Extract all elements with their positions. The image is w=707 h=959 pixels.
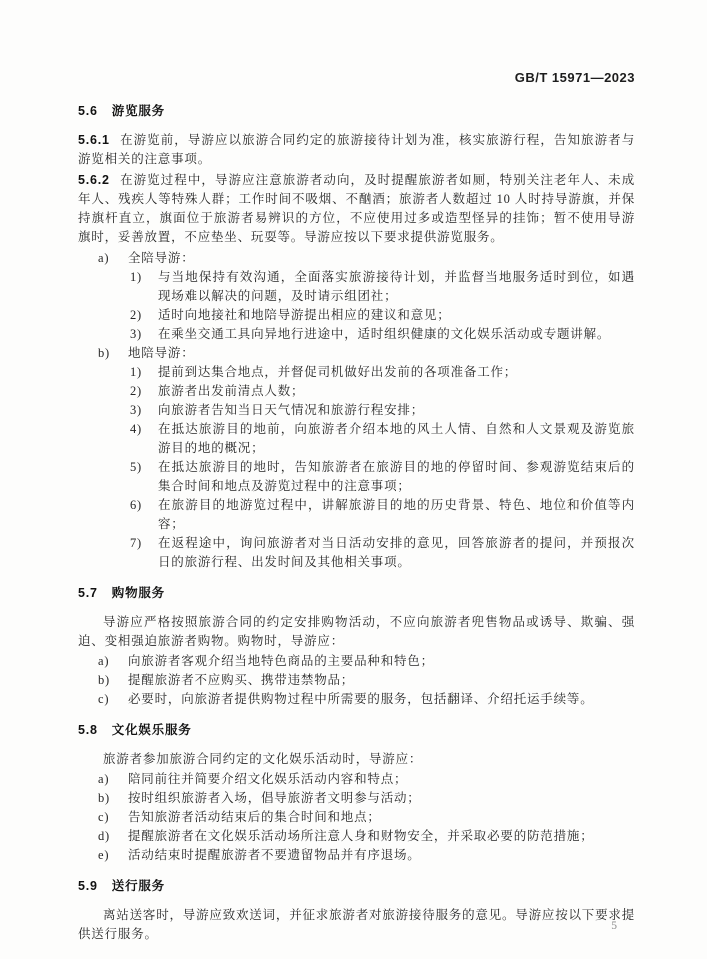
- list-item-text: 在旅游目的地游览过程中，讲解旅游目的地的历史背景、特色、地位和价值等内容；: [158, 498, 635, 531]
- list-item: [78, 690, 635, 709]
- list-item-text: 按时组织旅游者入场，倡导旅游者文明参与活动；: [128, 791, 421, 805]
- list-item-label: 7): [130, 536, 143, 550]
- list-item: [78, 363, 635, 382]
- section-number: 5.6: [78, 104, 98, 118]
- section-heading-5-7: [78, 584, 635, 603]
- clause-text: 在游览过程中，导游应注意旅游者动向，及时提醒旅游者如厕，特别关注老年人、未成年人、残疾人等特殊人群；工作时间不吸烟、不酗酒；旅游者人数超过 10 人时持导游旗，并保持旗杆直立，旗面位于旅游者易辨识的方位，不应使用过多或造型怪异的挂饰；暂不使用导游旗时，妥善放置，不应垫坐、玩耍等。导游应按以下要求提供游览服务。: [78, 173, 635, 244]
- list-item-text: 提醒旅游者不应购买、携带违禁物品；: [128, 673, 355, 687]
- list-item: [78, 789, 635, 808]
- section-number: 5.9: [78, 879, 98, 893]
- section-intro: 离站送客时，导游应致欢送词，并征求旅游者对旅游接待服务的意见。导游应按以下要求提供送行服务。: [78, 908, 636, 941]
- section-intro: 导游应严格按照旅游合同的约定安排购物活动，不应向旅游者兜售物品或诱导、欺骗、强迫、变相强迫旅游者购物。购物时，导游应：: [78, 615, 635, 648]
- list-item-label: a): [98, 772, 110, 786]
- list-item-text: 必要时，向旅游者提供购物过程中所需要的服务，包括翻译、介绍托运手续等。: [128, 692, 594, 706]
- list-item-text: 全陪导游：: [128, 251, 195, 265]
- section-heading-5-8: [78, 721, 635, 740]
- list-item: [78, 671, 635, 690]
- list-item-text: 在返程途中，询问旅游者对当日活动安排的意见，回答旅游者的提问，并预报次日的旅游行程、出发时间及其他相关事项。: [158, 536, 635, 569]
- list-item-text: 陪同前往并简要介绍文化娱乐活动内容和特点；: [128, 772, 408, 786]
- list-item-label: 2): [130, 384, 143, 398]
- clause-5-6-1: [78, 131, 635, 169]
- list-item: [78, 827, 635, 846]
- list-item-label: 1): [130, 270, 143, 284]
- list-item-label: 2): [130, 308, 143, 322]
- list-item-text: 提前到达集合地点，并督促司机做好出发前的各项准备工作；: [158, 365, 518, 379]
- section-heading-5-9: [78, 877, 635, 896]
- section-title: 送行服务: [111, 879, 165, 893]
- section-title: 文化娱乐服务: [111, 723, 192, 737]
- list-item-label: 6): [130, 498, 143, 512]
- list-item: [78, 808, 635, 827]
- list-item: [78, 770, 635, 789]
- list-item-text: 与当地保持有效沟通，全面落实旅游接待计划，并监督当地服务适时到位，如遇现场难以解决的问题，及时请示组团社；: [158, 270, 635, 303]
- page-content: [78, 102, 635, 945]
- list-item-label: 5): [130, 460, 143, 474]
- list-item-text: 告知旅游者活动结束后的集合时间和地点；: [128, 810, 381, 824]
- list-item-label: 1): [130, 365, 143, 379]
- list-item-text: 向旅游者客观介绍当地特色商品的主要品种和特色；: [128, 654, 434, 668]
- list-item: [78, 401, 635, 420]
- section-title: 购物服务: [111, 586, 165, 600]
- list-item: [78, 652, 635, 671]
- list-item: [78, 306, 635, 325]
- clause-text: 在游览前，导游应以旅游合同约定的旅游接待计划为准，核实旅游行程，告知旅游者与游览相关的注意事项。: [78, 133, 635, 166]
- list-item-label: d): [98, 829, 111, 843]
- list-item-text: 在乘坐交通工具向异地行进途中，适时组织健康的文化娱乐活动或专题讲解。: [158, 327, 611, 341]
- list-item: [78, 344, 635, 363]
- list-item-text: 地陪导游：: [128, 346, 195, 360]
- list-item: [78, 496, 635, 534]
- list-item-text: 提醒旅游者在文化娱乐活动场所注意人身和财物安全，并采取必要的防范措施；: [128, 829, 594, 843]
- list-item: [78, 420, 635, 458]
- list-item: [78, 458, 635, 496]
- list-item-label: b): [98, 346, 111, 360]
- list-item-label: c): [98, 692, 110, 706]
- list-item-text: 活动结束时提醒旅游者不要遗留物品并有序退场。: [128, 848, 421, 862]
- section-title: 游览服务: [111, 104, 165, 118]
- section-number: 5.7: [78, 586, 98, 600]
- section-intro: 旅游者参加旅游合同约定的文化娱乐活动时，导游应：: [103, 752, 423, 766]
- list-item-text: 在抵达旅游目的地时，告知旅游者在旅游目的地的停留时间、参观游览结束后的集合时间和地点及游览过程中的注意事项；: [158, 460, 635, 493]
- list-item: [78, 325, 635, 344]
- list-item-label: e): [98, 848, 110, 862]
- section-heading-5-6: [78, 102, 635, 121]
- list-item-label: c): [98, 810, 110, 824]
- list-item-text: 旅游者出发前清点人数；: [158, 384, 305, 398]
- doc-number: GB/T 15971—2023: [514, 70, 635, 85]
- clause-number: 5.6.2: [78, 173, 110, 187]
- list-item-text: 向旅游者告知当日天气情况和旅游行程安排；: [158, 403, 425, 417]
- list-item-label: 3): [130, 327, 143, 341]
- page-number: 5: [611, 920, 617, 932]
- clause-number: 5.6.1: [78, 133, 110, 147]
- section-number: 5.8: [78, 723, 98, 737]
- list-item-label: b): [98, 673, 111, 687]
- list-item-label: b): [98, 791, 111, 805]
- list-item: [78, 382, 635, 401]
- list-item: [78, 534, 635, 572]
- list-item-text: 在抵达旅游目的地前，向旅游者介绍本地的风土人情、自然和人文景观及游览旅游目的地的概况；: [158, 422, 635, 455]
- list-item-label: 4): [130, 422, 143, 436]
- list-item-label: a): [98, 251, 110, 265]
- list-item: [78, 268, 635, 306]
- list-item: [78, 846, 635, 865]
- list-item: [78, 249, 635, 268]
- list-item-label: 3): [130, 403, 143, 417]
- clause-5-6-2: [78, 171, 635, 247]
- list-item-text: 适时向地接社和地陪导游提出相应的建议和意见；: [158, 308, 451, 322]
- list-item-label: a): [98, 654, 110, 668]
